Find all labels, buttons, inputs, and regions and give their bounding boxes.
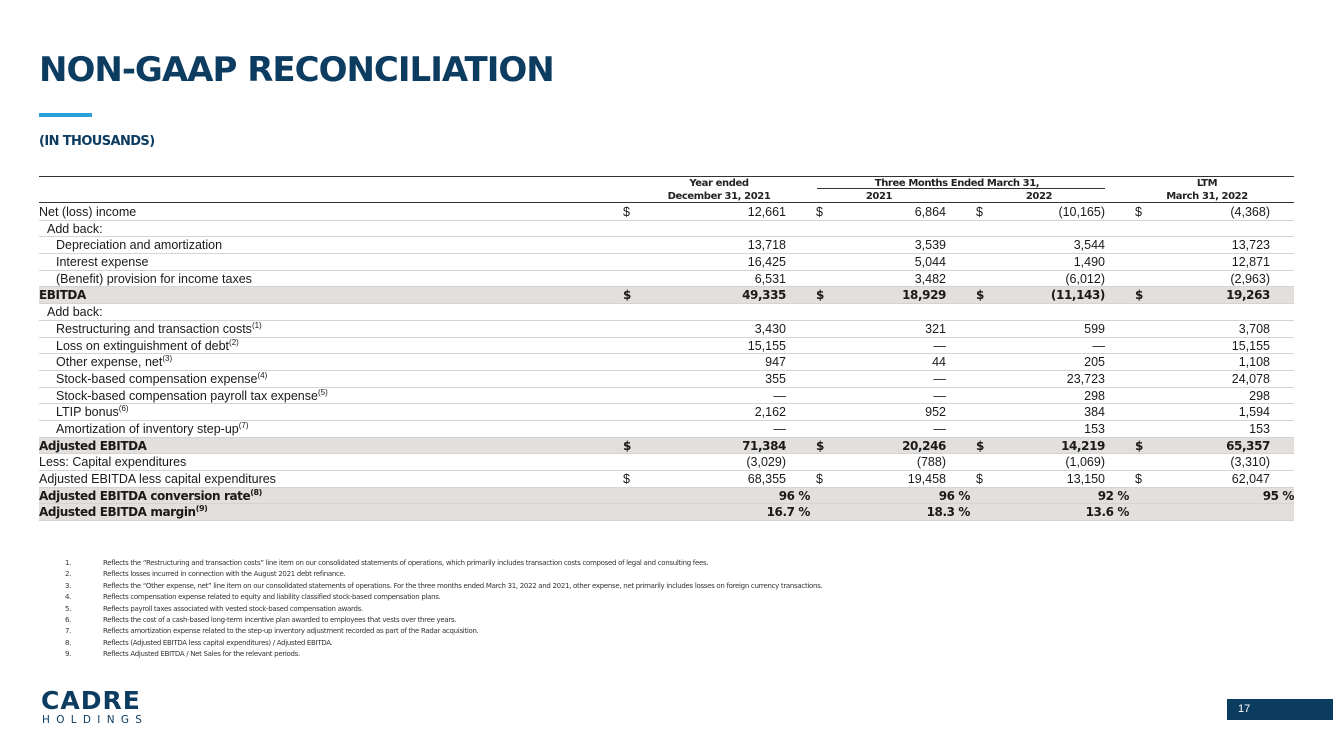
table-body (39, 204, 1294, 521)
table-cell: (4,368) (1230, 205, 1270, 219)
row-label (47, 221, 103, 237)
table-cell: 1,108 (1238, 355, 1270, 370)
table-cell: — (933, 388, 946, 403)
currency-symbol: $ (816, 205, 823, 219)
row-label-text: Amortization of inventory step-up (56, 421, 239, 436)
table-row (39, 438, 1294, 455)
row-label (39, 471, 276, 487)
table-cell: 384 (1084, 405, 1105, 420)
currency-symbol: $ (1135, 205, 1142, 219)
row-label (56, 271, 252, 287)
table-cell: 599 (1084, 321, 1105, 336)
table-cell: — (933, 421, 946, 436)
logo-subtext: HOLDINGS (42, 714, 149, 726)
table-cell: 19,263 (1226, 288, 1270, 303)
table-cell: 12,661 (747, 205, 786, 219)
row-label (56, 338, 239, 354)
footnote-text: Reflects the cost of a cash-based long-term incentive plan awarded to employees that vests over three years. (103, 615, 457, 624)
table-cell: 71,384 (742, 438, 786, 453)
row-label-text: Restructuring and transaction costs (56, 321, 252, 336)
footnote-number: 4. (65, 593, 72, 602)
table-cell: 44 (932, 355, 946, 370)
table-cell: 3,482 (914, 271, 946, 286)
table-cell: (3,029) (746, 455, 786, 470)
table-row (39, 287, 1294, 304)
header-year-ended: Year ended (689, 178, 749, 189)
row-label (56, 254, 148, 270)
row-label (56, 388, 328, 404)
row-label-text: Add back: (47, 221, 103, 236)
table-cell: 20,246 (902, 438, 946, 453)
footnote-ref: (4) (257, 370, 268, 380)
header-col-2021: 2021 (865, 191, 893, 202)
table-cell: 13,723 (1231, 238, 1270, 253)
row-label-text: Stock-based compensation expense (56, 371, 258, 386)
row-label-text: LTIP bonus (56, 405, 119, 420)
table-cell: 1,490 (1073, 255, 1105, 270)
currency-symbol: $ (816, 288, 824, 303)
table-cell: (1,069) (1065, 455, 1105, 470)
footnote-ref: (8) (250, 487, 262, 497)
company-logo (41, 688, 151, 728)
row-label-text: Adjusted EBITDA less capital expenditures (39, 472, 276, 486)
row-label (56, 371, 267, 387)
table-cell: (10,165) (1058, 205, 1105, 219)
table-cell: 65,357 (1226, 438, 1270, 453)
table-cell: 952 (925, 405, 946, 420)
currency-symbol: $ (816, 472, 823, 486)
row-label-text: Net (loss) income (39, 205, 137, 219)
table-cell: (788) (916, 455, 946, 470)
footnote-number: 9. (65, 650, 72, 659)
row-label-text: Loss on extinguishment of debt (56, 338, 230, 353)
table-cell: 6,864 (914, 205, 946, 219)
currency-symbol: $ (1135, 288, 1143, 303)
header-top-rule (39, 176, 1294, 177)
footnote-ref: (5) (317, 387, 328, 397)
row-label (39, 488, 262, 504)
currency-symbol: $ (623, 472, 630, 486)
footnote-number: 5. (65, 604, 72, 613)
table-row (39, 471, 1294, 488)
footnote-number: 7. (65, 627, 72, 636)
table-cell: 3,539 (914, 238, 946, 253)
currency-symbol: $ (623, 205, 630, 219)
table-cell: (6,012) (1065, 271, 1105, 286)
page-subtitle: (IN THOUSANDS) (39, 134, 155, 149)
table-cell: 153 (1249, 421, 1270, 436)
row-label-text: Less: Capital expenditures (39, 455, 187, 470)
table-row (39, 204, 1294, 221)
table-cell: 16.7 % (766, 505, 810, 520)
currency-symbol: $ (1135, 438, 1143, 453)
currency-symbol: $ (1135, 472, 1142, 486)
table-cell: 355 (765, 371, 786, 386)
table-cell: 298 (1249, 388, 1270, 403)
table-cell: 1,594 (1238, 405, 1270, 420)
table-cell: 95 % (1262, 488, 1294, 503)
table-cell: 13.6 % (1085, 505, 1129, 520)
table-cell: 62,047 (1231, 472, 1270, 486)
table-row (39, 221, 1294, 238)
row-label (39, 438, 147, 454)
footnote-ref: (6) (118, 404, 129, 414)
footnote-ref: (7) (238, 420, 249, 430)
table-cell: 16,425 (747, 255, 786, 270)
header-col-2022: 2022 (1025, 191, 1053, 202)
currency-symbol: $ (623, 438, 631, 453)
table-cell: 19,458 (907, 472, 946, 486)
currency-symbol: $ (623, 288, 631, 303)
table-cell: 2,162 (754, 405, 786, 420)
table-row (39, 454, 1294, 471)
table-cell: 12,871 (1231, 255, 1270, 270)
footnote-ref: (2) (229, 337, 239, 347)
table-row (39, 404, 1294, 421)
logo-wordmark: CADRE (41, 686, 141, 715)
title-accent-bar (39, 113, 92, 117)
table-cell: 96 % (938, 488, 970, 503)
table-cell: — (933, 371, 946, 386)
table-row (39, 271, 1294, 288)
table-row (39, 237, 1294, 254)
footnote-ref: (3) (162, 354, 173, 364)
header-year-ended-date: December 31, 2021 (667, 191, 771, 202)
row-label (56, 421, 249, 437)
table-cell: 947 (765, 355, 786, 370)
table-cell: 14,219 (1061, 438, 1105, 453)
footnote-ref: (9) (195, 504, 208, 514)
footnote-text: Reflects (Adjusted EBITDA less capital expenditures) / Adjusted EBITDA. (103, 638, 333, 647)
table-cell: 321 (925, 321, 946, 336)
table-row (39, 321, 1294, 338)
table-row (39, 421, 1294, 438)
currency-symbol: $ (976, 288, 984, 303)
table-cell: — (773, 388, 786, 403)
footnote-text: Reflects the “Other expense, net” line item on our consolidated statements of operations. For the three months ended March 31, 2022 and 2021, other expense, net primarily includes losses on foreign currency transactions. (103, 581, 823, 590)
table-cell: 5,044 (914, 255, 946, 270)
row-label-text: (Benefit) provision for income taxes (56, 271, 252, 286)
header-bottom-rule (39, 202, 1294, 203)
table-row (39, 371, 1294, 388)
table-cell: 13,150 (1066, 472, 1105, 486)
table-row (39, 354, 1294, 371)
row-label-text: EBITDA (39, 288, 86, 303)
row-label (39, 204, 136, 220)
row-label-text: Adjusted EBITDA (39, 438, 147, 453)
row-label-text: Adjusted EBITDA margin (39, 505, 196, 520)
currency-symbol: $ (976, 205, 983, 219)
table-cell: 205 (1084, 355, 1105, 370)
table-row (39, 504, 1294, 521)
row-label-text: Stock-based compensation payroll tax expense (56, 388, 318, 403)
table-cell: (3,310) (1230, 455, 1270, 470)
row-label-text: Add back: (47, 305, 103, 320)
table-cell: 6,531 (754, 271, 786, 286)
footnote-number: 3. (65, 581, 72, 590)
table-cell: 49,335 (742, 288, 786, 303)
footnote-number: 8. (65, 638, 72, 647)
table-cell: 3,430 (754, 321, 786, 336)
footnote-text: Reflects compensation expense related to equity and liability classified stock-based compensation plans. (103, 593, 441, 602)
footnote-number: 6. (65, 615, 72, 624)
page-number: 17 (1227, 699, 1333, 720)
row-label-text: Depreciation and amortization (56, 238, 223, 253)
footnote-number: 1. (65, 559, 72, 567)
row-label (39, 454, 186, 470)
footnote-number: 2. (65, 570, 72, 579)
row-label-text: Interest expense (56, 255, 149, 270)
table-cell: 3,544 (1073, 238, 1105, 253)
table-cell: 153 (1084, 421, 1105, 436)
row-label (39, 504, 207, 520)
table-row (39, 304, 1294, 321)
table-cell: 96 % (778, 488, 810, 503)
table-cell: — (773, 421, 786, 436)
row-label-text: Other expense, net (56, 355, 163, 370)
header-ltm: LTM (1196, 178, 1218, 189)
table-cell: (11,143) (1050, 288, 1105, 303)
table-row (39, 338, 1294, 355)
table-cell: 23,723 (1066, 371, 1105, 386)
footnote-ref: (1) (251, 320, 262, 330)
footnote-text: Reflects losses incurred in connection with the August 2021 debt refinance. (103, 570, 346, 579)
table-cell: 68,355 (747, 472, 786, 486)
table-cell: 92 % (1097, 488, 1129, 503)
header-three-months: Three Months Ended March 31, (874, 178, 1040, 189)
header-ltm-date: March 31, 2022 (1166, 191, 1248, 202)
table-cell: (2,963) (1230, 271, 1270, 286)
table-row (39, 388, 1294, 405)
table-cell: 15,155 (1231, 338, 1270, 353)
row-label (39, 287, 86, 303)
table-cell: 3,708 (1238, 321, 1270, 336)
currency-symbol: $ (976, 438, 984, 453)
row-label-text: Adjusted EBITDA conversion rate (39, 488, 251, 503)
table-cell: 298 (1084, 388, 1105, 403)
table-cell: 18.3 % (926, 505, 970, 520)
row-label (56, 354, 172, 370)
table-cell: 18,929 (902, 288, 946, 303)
table-cell: 13,718 (747, 238, 786, 253)
table-row (39, 488, 1294, 505)
table-cell: 24,078 (1231, 371, 1270, 386)
currency-symbol: $ (816, 438, 824, 453)
table-cell: — (933, 338, 946, 353)
footnote-text: Reflects amortization expense related to the step-up inventory adjustment recorded as part of the Radar acquisition. (103, 627, 479, 636)
table-cell: 15,155 (747, 338, 786, 353)
footnote-text: Reflects payroll taxes associated with vested stock-based compensation awards. (103, 604, 363, 613)
table-row (39, 254, 1294, 271)
footnote-text: Reflects Adjusted EBITDA / Net Sales for the relevant periods. (103, 650, 300, 659)
footnote-text: Reflects the “Restructuring and transaction costs” line item on our consolidated statements of operations, which primarily includes transaction costs composed of legal and consulting fees. (103, 559, 709, 567)
row-label (56, 237, 222, 253)
table-cell: — (1092, 338, 1105, 353)
row-label (47, 304, 103, 320)
row-label (56, 404, 129, 420)
row-label (56, 321, 262, 337)
page-title: NON-GAAP RECONCILIATION (39, 50, 554, 90)
currency-symbol: $ (976, 472, 983, 486)
